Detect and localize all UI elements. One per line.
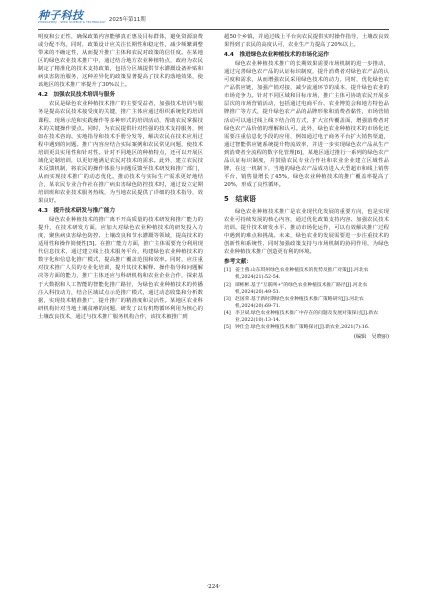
editor-note: (编辑 吴晓丽) — [353, 334, 389, 341]
left-column — [38, 33, 203, 321]
reference-item — [224, 296, 389, 310]
journal-logo-title: 种子科技 — [38, 8, 84, 22]
reference-number: [4] — [224, 310, 231, 316]
reference-item — [224, 267, 389, 281]
paragraph: 绿色农业种植技术的推广离不开高质量的技术研发和推广能力的提升，在技术研发方面，应加大对绿色农业种植技术的研发投入力度，聚焦病虫害绿色防控、土壤改良和节水灌溉等领域，提高技术的适用性和操作简便性[5]。在推广能力方面，推广主体需要充分利用现代信息技术，通过建立线上技术服务平台，构建绿色农业种植技术的数字化和信息化推广模式，提高推广覆盖范围和效率。同时，应注重对技术推广人员的专业化培训，提升其技术解释、操作指导和问题解决等方面的能力，推广主体还应与科研机构和农业企业合作，探索基于大数据和人工智能的智能化推广路径，为绿色农业种植技术的传播注入科技动力，结合区域试点示范推广模式，通过动态收集和分析数据，实现技术精准推广，提升推广的精准度和灵活性。某地区农业科研机构针对当地土壤贫瘠的问题，研发了以有机物循环利用为核心的土壤改良技术，通过与技术推广服务机构合作，该技术被推广到 — [38, 217, 203, 320]
reference-text: 谭彬彬.基于"互联网+"的绿色农业种植技术推广路径[J].河北农机,2024(20):49-51. — [235, 282, 368, 295]
paragraph: 明度和公正性，确保政策内容能够真正惠及目标群体，避免资源浪费或分配不均。同时，政策设计应关注长期性和稳定性，减少频繁调整带来的不确定性，从而提升推广主体和农民对政策的信任度。在某地区的绿色农业技术推广中，通过结合地方农业种植特点，政府为农民制定了精准化的技术支持政策，包括分区域提供节水灌溉设备补贴和病虫害防治服务，这种差异化的政策显著提高了技术的落地效果，使该地区的技术推广率提升了30%以上。 — [38, 34, 203, 89]
issue-label: 2025年第11期 — [108, 17, 146, 23]
reference-item — [224, 310, 389, 324]
journal-header — [38, 9, 146, 25]
paragraph: 超50个乡镇，并通过线上平台向农民提供实时操作指导，土壤改良效果得到了农民的高度认可，农业生产力提高了20%以上。 — [224, 34, 389, 49]
section-heading: 4.3 提升技术研发与推广能力 — [38, 208, 116, 215]
paragraph: 农民是绿色农业种植技术推广的主要受益者，加强技术培训与服务是提高农民技术接受度的关键，推广主体应通过组织系统化的培训课程、现场示范和实践操作等多种形式的培训活动，帮助农民掌握技术的关键操作要点。同时，为农民提供针对性强的技术支持服务，例如在技术咨询、实地指导和技术手册分发等，解决农民在技术应用过程中遇到的问题。推广内容应结合实际案例和农民常见问题，使技术培训更具实用性和针对性。针对不同地区的种植特点，还可以开展区域化定制培训，以更好地满足农民对技术的需求。此外，建立农民技术反馈机制，将农民的操作体验与问题反馈至技术研发和推广部门，从而实现技术推广的动态优化。推动技术与实际生产需求更好地结合，某农民专业合作社在推广病虫害绿色防控技术时，通过设立定期培训班和农业技术服务热线，为当地农民提供了详细的技术指导，效果良好。 — [38, 101, 203, 204]
reference-number: [5] — [224, 325, 231, 331]
reference-text: 赵国荣.基于新时期绿色农业种植技术推广策略研究[J].河北农机,2024(20):69-71. — [235, 296, 364, 309]
reference-number: [3] — [224, 296, 231, 302]
reference-item — [224, 282, 389, 296]
paragraph: 绿色农业种植技术推广是农业现代化发展的重要方向，也是实现农业可持续发展的核心内容，通过优化政策支持内容、加强农民技术培训、提升技术研发水平、推动市场化运作，可以有效解决推广过程中遇到的难点和挑战。未来，绿色农业的发展需要进一步注重技术的创新性和系统性，同时加强政策支持与市场机制的协同作用，为绿色农业种植技术推广创造更有利的环境。 — [224, 208, 389, 256]
section-heading: 4.4 推进绿色农业种植技术的市场化运作 — [224, 52, 330, 59]
reference-item — [224, 324, 389, 331]
page-number: ·224· — [206, 584, 221, 590]
reference-number: [2] — [224, 282, 231, 288]
header-divider — [38, 29, 389, 30]
journal-logo-subtitle: ZHONGZIKEJI · SEED SCIENCE & TECHNOLOGY — [38, 20, 106, 24]
chapter-heading: 5 结束语 — [224, 194, 256, 203]
paragraph: 绿色农业种植技术推广的长期效果需要市场机制的进一步推动，通过完善绿色农产品的认证标识制度，提升消费者对绿色农产品的认可度和需求，从而增强农民采用绿色技术的动力，同时，优化绿色农产品供应链，加强产销对接，减少流通环节的成本，提升绿色农业的市场竞争力。针对不同区域和目标市场，推广主体可协助农民开展多层次的市场营销活动，包括通过电商平台、农业博览会和地方特色品牌推广等方式，提升绿色农产品的品牌形象和消费者黏性，市场营销活动可以通过线上线下结合的方式，扩大宣传覆盖面，增强消费者对绿色农产品价值的理解和认可。此外，绿色农业种植技术的市场化还需要注重信息化手段的应用，例如通过电子商务平台扩大销售渠道，通过智能供应链系统提升物流效率，并进一步实现绿色农产品从生产到消费者全流程的数字化管理[6]，某地区通过推行一系列的绿色农产品认证标识制度，并鼓励农民专业合作社和农业企业建立区域性品牌，在这一机制下，当地的绿色农产品成功进入大型超市和线上销售平台，销售量增长了45%，绿色农业种植技术的推广覆盖率提高了20%，形成了良性循环。 — [224, 61, 389, 188]
reference-text: 姜士燕.山东琪州绿色农业种植技术的优势及推广对策[J].河北农机,2024(21):52-54. — [235, 268, 369, 281]
reference-number: [1] — [224, 268, 231, 274]
section-heading: 参考文献： — [224, 259, 252, 266]
journal-logo — [38, 8, 106, 24]
section-heading: 4.2 加强农民技术培训与服务 — [38, 92, 116, 99]
reference-text: 李卫斌.绿色农业种植技术推广中存在的问题及发展对策探讨[J].新农业,2022(10):13-14. — [235, 310, 379, 323]
reference-list — [224, 267, 389, 331]
right-column — [224, 33, 389, 341]
reference-text: 钟仕会.绿色农业种植技术推广策略探讨[J].新农业,2021(7):16. — [235, 325, 370, 331]
